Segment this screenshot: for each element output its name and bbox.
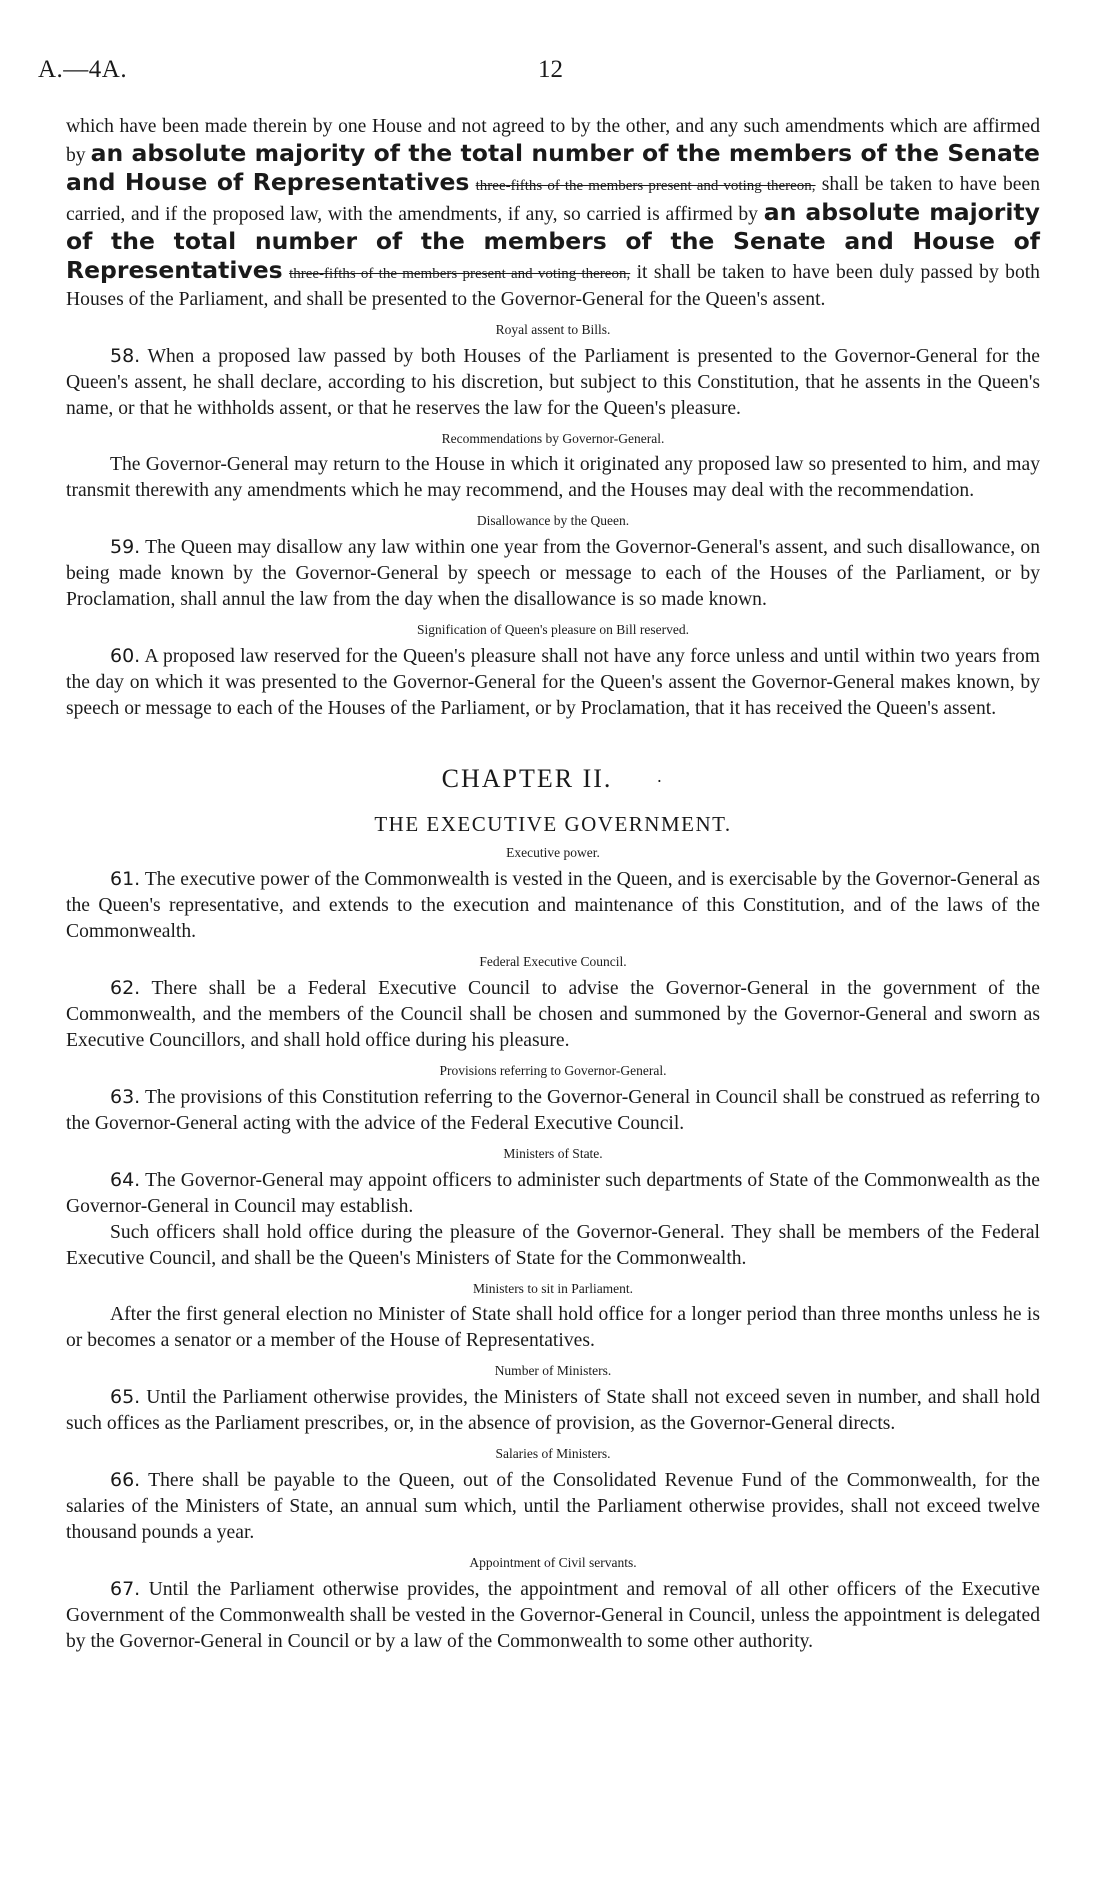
- section-64-ministers-parliament: [66, 1302, 1040, 1354]
- section-text-63: The provisions of this Constitution referring to the Governor-General in Council shall be construed as referring to the Governor-General acting with the advice of the Federal Executive Council.: [66, 1087, 1041, 1134]
- document-code: A.—4A.: [38, 56, 128, 83]
- section-text-64: The Governor-General may appoint officers to administer such departments of State of the Commonwealth as the Governor-General in Council may establish.: [66, 1170, 1040, 1217]
- intro-paragraph: [66, 114, 1040, 313]
- section-number-63: 63.: [110, 1086, 141, 1108]
- section-text-61: The executive power of the Commonwealth is vested in the Queen, and is exercisable by the Governor-General as the Queen's representative, and extends to the execution and maintenance of this Constitution, and of the laws of the Commonwealth.: [66, 869, 1040, 942]
- section-63: [66, 1084, 1040, 1137]
- side-note-60: Signification of Queen's pleasure on Bill reserved.: [417, 622, 689, 637]
- side-note-62: Federal Executive Council.: [479, 954, 627, 969]
- side-note-64b: Ministers to sit in Parliament.: [472, 1281, 634, 1296]
- section-number-67: 67.: [110, 1578, 141, 1600]
- chapter-title: [66, 764, 1040, 796]
- section-58-recommendations: [66, 452, 1040, 504]
- section-text-59: The Queen may disallow any law within one year from the Governor-General's assent, and such disallowance, on being made known by the Governor-General by speech or message to each of the Houses of the Parliament, or by Proclamation, shall annul the law from the day when the disallowance is so made known.: [66, 537, 1040, 610]
- section-number-60: 60.: [110, 645, 141, 667]
- chapter-subtitle: THE EXECUTIVE GOVERNMENT.: [374, 812, 732, 836]
- section-text-62: There shall be a Federal Executive Council to advise the Governor-General in the government of the Commonwealth, and the members of the Council shall be chosen and summoned by the Governor-General and sworn as Executive Councillors, and shall hold office during his pleasure.: [66, 978, 1040, 1051]
- section-58: [66, 343, 1040, 422]
- side-note-63: Provisions referring to Governor-General.: [439, 1063, 667, 1078]
- section-text-65: Until the Parliament otherwise provides, the Ministers of State shall not exceed seven in number, and shall hold such offices as the Parliament prescribes, or, in the absence of provision, as the Governor-General directs.: [66, 1387, 1040, 1434]
- section-number-66: 66.: [110, 1469, 141, 1491]
- section-60: [66, 643, 1040, 722]
- section-number-65: 65.: [110, 1386, 141, 1408]
- section-text-58b: The Governor-General may return to the House in which it originated any proposed law so presented to him, and may transmit therewith any amendments which he may recommend, and the Houses may deal with the recommendation.: [66, 454, 1040, 501]
- section-67: [66, 1576, 1040, 1655]
- intro-text-2: shall be taken to have been carried, and if the proposed law, with the amendments, if any, so carried is affirmed by: [66, 174, 1040, 225]
- side-note-67: Appointment of Civil servants.: [469, 1555, 637, 1570]
- section-text-60: A proposed law reserved for the Queen's pleasure shall not have any force unless and until within two years from the day on which it was presented to the Governor-General for the Queen's assent the Governor-General makes known, by speech or message to each of the Houses of the Parliament, or by Proclamation, that it has received the Queen's assent.: [66, 646, 1040, 719]
- intro-text-3: it shall be taken to have been duly passed by both Houses of the Parliament, and shall be presented to the Governor-General for the Queen's assent.: [66, 262, 1040, 310]
- section-text-67: Until the Parliament otherwise provides, the appointment and removal of all other officers of the Executive Government of the Commonwealth shall be vested in the Governor-General in Council, unless the appointment is delegated by the Governor-General in Council or by a law of the Commonwealth to some other authority.: [66, 1579, 1040, 1652]
- section-number-62: 62.: [110, 977, 141, 999]
- section-64-officers: [66, 1220, 1040, 1272]
- side-note-64: Ministers of State.: [503, 1146, 603, 1161]
- section-61: [66, 866, 1040, 945]
- intro-text-1: which have been made therein by one House and not agreed to by the other, and any such amendments which are affirmed by: [66, 116, 1040, 166]
- section-text-64b: Such officers shall hold office during the pleasure of the Governor-General. They shall be members of the Federal Executive Council, and shall be the Queen's Ministers of State for the Commonwealth.: [66, 1222, 1040, 1269]
- section-62: [66, 975, 1040, 1054]
- inserted-amendment-2: an absolute majority of the total number of the members of the Senate and House of Representatives: [66, 198, 1040, 284]
- side-note-61: Executive power.: [506, 845, 600, 860]
- side-note-58b: Recommendations by Governor-General.: [441, 431, 665, 446]
- chapter-mark: ·: [656, 771, 665, 791]
- section-text-58: When a proposed law passed by both Houses of the Parliament is presented to the Governor-General for the Queen's assent, he shall declare, according to his discretion, but subject to this Constitution, that he assents in the Queen's name, or that he withholds assent, or that he reserves the law for the Queen's pleasure.: [66, 346, 1040, 419]
- side-note-66: Salaries of Ministers.: [495, 1446, 611, 1461]
- section-65: [66, 1384, 1040, 1437]
- page-number: 12: [538, 56, 563, 83]
- side-note-65: Number of Ministers.: [494, 1363, 612, 1378]
- section-number-64: 64.: [110, 1169, 141, 1191]
- inserted-amendment-1: an absolute majority of the total number of the members of the Senate and House of Representatives: [66, 139, 1040, 196]
- chapter-title-text: CHAPTER II.: [441, 764, 613, 793]
- section-number-58: 58.: [110, 345, 141, 367]
- side-note-59: Disallowance by the Queen.: [476, 513, 630, 528]
- side-note-58: Royal assent to Bills.: [495, 322, 611, 337]
- section-number-59: 59.: [110, 536, 141, 558]
- struck-text-1: three-fifths of the members present and voting thereon,: [475, 178, 816, 194]
- section-66: [66, 1467, 1040, 1546]
- section-59: [66, 534, 1040, 613]
- section-text-66: There shall be payable to the Queen, out of the Consolidated Revenue Fund of the Commonwealth, for the salaries of the Ministers of State, an annual sum which, until the Parliament otherwise provides, shall not exceed twelve thousand pounds a year.: [66, 1470, 1041, 1543]
- section-number-61: 61.: [110, 868, 141, 890]
- section-text-64c: After the first general election no Minister of State shall hold office for a longer period than three months unless he is or becomes a senator or a member of the House of Representatives.: [66, 1304, 1040, 1351]
- document-body: [66, 114, 1040, 1655]
- struck-text-2: three-fifths of the members present and voting thereon,: [289, 266, 631, 282]
- section-64: [66, 1167, 1040, 1220]
